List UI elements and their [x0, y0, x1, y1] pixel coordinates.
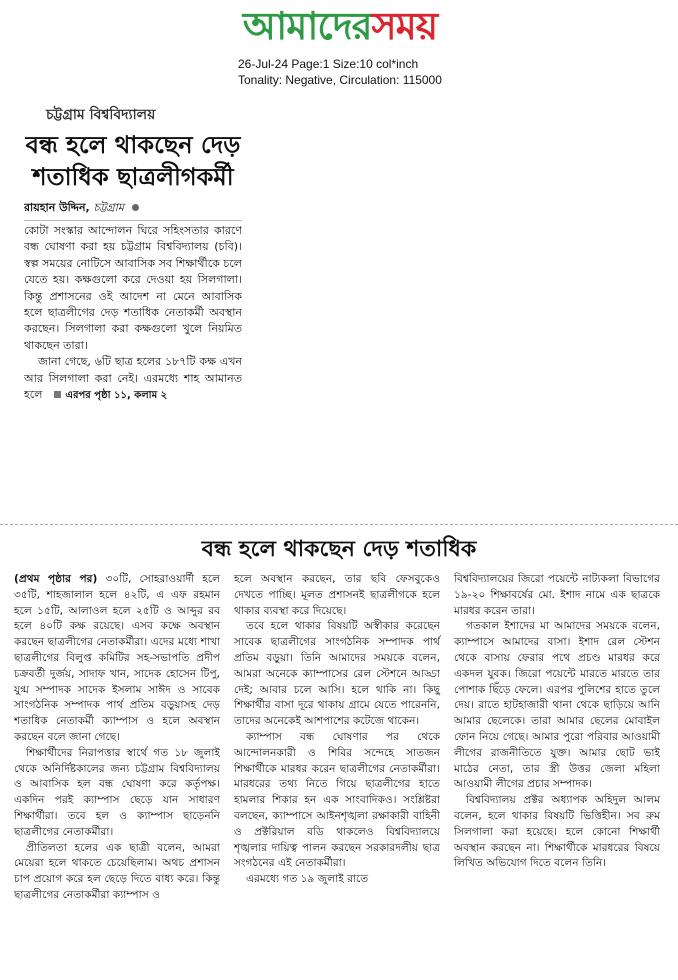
column-2 — [234, 572, 440, 888]
column-1 — [14, 572, 220, 904]
column-paragraph: শিক্ষার্থীদের নিরাপত্তার স্বার্থে গত ১৮ জুলাই থেকে অনির্দিষ্টকালের জন্য চট্টগ্রাম বিশ্ববিদ্যালয় ও আবাসিক হল বন্ধ ঘোষণা করে কর্তৃপক্ষ। একদিন পরই ক্যাম্পাস ছেড়ে যান সাধারণ শিক্ষার্থীরা। তবে হল ও ক্যাম্পাস ছাড়েননি ছাত্রলীগের নেতাকর্মীরা। — [14, 746, 220, 838]
continued-note: এরপর পৃষ্ঠা ১১, কলাম ২ — [65, 390, 168, 402]
article-paragraph-text: জানা গেছে, ৬টি ছাত্র হলের ১৮৭টি কক্ষ এখন আর সিলগালা করা নেই। এরমধ্যে শাহ আমানত হলে — [24, 355, 242, 402]
column-3 — [454, 572, 660, 872]
article-paragraph — [24, 354, 242, 404]
article-kicker: চট্টগ্রাম বিশ্ববিদ্যালয় — [46, 107, 156, 123]
column-paragraph: গতকাল ইশাদের মা আমাদের সময়কে বলেন, ক্যাম্পাসে আমাদের বাসা। ইশাদ রেল স্টেশন থেকে বাসায় ফেরার পথে প্রচণ্ড মারধর করে একদল যুবক। জিরো পয়েন্টে মারতে মারতে তার পোশাক ছিঁড়ে ফেলে। এরপর পুলিশের হাতে তুলে দেয়। রাতে হাটহাজারী থানা থেকে ছাড়িয়ে আনি আমার ছেলেকে। তারা আমার ছেলের মোবাইল ফোন নিয়ে গেছে। আমার পুরো পরিবার আওয়ামী লীগের রাজনীতিতে যুক্ত। আমার ছোট ভাই মাঠের নেতা, তার স্ত্রী উত্তর জেলা মহিলা আওয়ামী লীগের প্রচার সম্পাদক। — [454, 620, 660, 791]
continued-from-label: (প্রথম পৃষ্ঠার পর) — [14, 573, 98, 585]
masthead-part-1: আমাদের — [242, 3, 372, 48]
clipping-divider — [0, 524, 678, 525]
column-paragraph: হলে অবস্থান করছেন, তার ছবি ফেসবুকেও দেখতে পাচ্ছি। মূলত প্রশাসনই ছাত্রলীগকে হলে থাকার ব্যবস্থা করে দিয়েছে। — [234, 573, 440, 617]
article-paragraph: কোটা সংস্কার আন্দোলন ঘিরে সহিংসতার কারণে বন্ধ ঘোষণা করা হয় চট্টগ্রাম বিশ্ববিদ্যালয় (চবি)। স্বল্প সময়ের নোটিসে আবাসিক সব শিক্ষার্থীকে চলে যেতে হয়। কক্ষগুলো করে দেওয়া হয় সিলগালা। কিন্তু প্রশাসনের ওই আদেশ না মেনে আবাসিক হলে ছাত্রলীগের দেড় শতাধিক নেতাকর্মী অবস্থান করছেন। সিলগালা করা কক্ষগুলো খুলে নিয়মিত থাকছেন তারা। — [24, 224, 242, 352]
meta-date-size: 26-Jul-24 Page:1 Size:10 col*inch — [238, 57, 419, 71]
continuation-headline: বন্ধ হলে থাকছেন দেড় শতাধিক — [201, 537, 477, 562]
masthead-part-2: সময় — [371, 3, 438, 48]
front-page-clipping — [24, 103, 242, 521]
column-paragraph-text: ৩০টি, সোহরাওয়ার্দী হলে ৩৫টি, শাহজালাল হলে ৪২টি, এ এফ রহমান হলে ১৫টি, আলাওল হলে ২৫টি ও আব্দুর রব হলে ৪০টি কক্ষ রয়েছে। এসব কক্ষে অবস্থান করছেন ছাত্রলীগের নেতাকর্মীরা। এদের মধ্যে শাখা ছাত্রলীগের বিলুপ্ত কমিটির সহ-সভাপতি প্রদীপ চক্রবর্তী দুর্জয়, সাদাফ খান, সাদেক হোসেন টিপু, যুগ্ম সম্পাদক সাদেক ইসলাম সাঈদ ও সাবেক সাংগঠনিক সম্পাদক পার্থ প্রতিম বড়ুয়াসহ দেড় শতাধিক নেতাকর্মী ক্যাম্পাস ও হলে অবস্থান করছেন বলে জানা গেছে। — [14, 573, 221, 743]
byline-bullet-icon — [132, 204, 139, 211]
article-byline — [24, 199, 242, 221]
clipping-meta — [238, 56, 442, 88]
continuation-columns — [14, 572, 664, 980]
byline-location: চট্টগ্রাম — [93, 201, 124, 214]
column-paragraph: প্রীতিলতা হলের এক ছাত্রী বলেন, আমরা মেয়েরা হলে থাকতে চেয়েছিলাম। অথচ প্রশাসন চাপ প্রয়োগ করে হল ছেড়ে দিতে বাধ্য করে। কিন্তু ছাত্রলীগের নেতাকর্মীরা ক্যাম্পাস ও — [14, 841, 220, 901]
byline-author: রায়হান উদ্দিন, — [24, 201, 90, 214]
column-paragraph: বিশ্ববিদ্যালয়ের জিরো পয়েন্টে নাট্যকলা বিভাগের ১৯-২০ শিক্ষাবর্ষের মো. ইশাদ নামে এক ছাত্রকে মারধর করেন তারা। — [454, 573, 660, 617]
article-headline: বন্ধ হলে থাকছেন দেড় শতাধিক ছাত্রলীগকর্মী — [25, 131, 241, 191]
square-bullet-icon — [54, 391, 61, 398]
column-paragraph: এরমধ্যে গত ১৯ জুলাই রাতে — [246, 873, 369, 886]
column-paragraph: বিশ্ববিদ্যালয় প্রক্টর অধ্যাপক অহিদুল আলম বলেন, হলে থাকার বিষয়টি ভিত্তিহীন। সব রুম সিলগালা করা হয়েছে। হলে কোনো শিক্ষার্থী অবস্থান করছেন না। শিক্ষার্থীকে মারধরের বিষয়ে লিখিত অভিযোগ দিতে বলেন তিনি। — [454, 794, 660, 870]
meta-tonality-circulation: Tonality: Negative, Circulation: 115000 — [238, 73, 442, 87]
column-paragraph: তবে হলে থাকার বিষয়টি অস্বীকার করেছেন সাবেক ছাত্রলীগের সাংগঠনিক সম্পাদক পার্থ প্রতিম বড়ুয়া। তিনি আমাদের সময়কে বলেন, আমরা অনেকে ক্যাম্পাসের রেল স্টেশনে আড্ডা দেই; আবার চলে আসি। হলে থাকি না। কিছু শিক্ষার্থীর বাসা দূরে থাকায় গ্রামে যেতে পারেননি, তাদের অনেকেই আশপাশের কটেজে থাকেন। — [234, 620, 440, 728]
masthead-logo — [195, 2, 485, 50]
column-paragraph — [14, 572, 220, 746]
column-paragraph: ক্যাম্পাস বন্ধ ঘোষণার পর থেকে আন্দোলনকারী ও শিবির সন্দেহে সাতজন শিক্ষার্থীকে মারধর করেন ছাত্রলীগের নেতাকর্মীরা। মারধরের তথ্য নিতে গিয়ে ছাত্রলীগের হাতে হামলার শিকার হন এক সাংবাদিকও। সংশ্লিষ্টরা বলছেন, ক্যাম্পাসে আইনশৃঙ্খলা রক্ষাকারী বাহিনী ও প্রক্টরিয়াল বডি থাকলেও বিশ্ববিদ্যালয়ে শৃঙ্খলার দায়িত্ব পালন করছেন সরকারদলীয় ছাত্র সংগঠনের এই নেতাকর্মীরা। — [234, 730, 440, 870]
article-body — [24, 223, 242, 404]
